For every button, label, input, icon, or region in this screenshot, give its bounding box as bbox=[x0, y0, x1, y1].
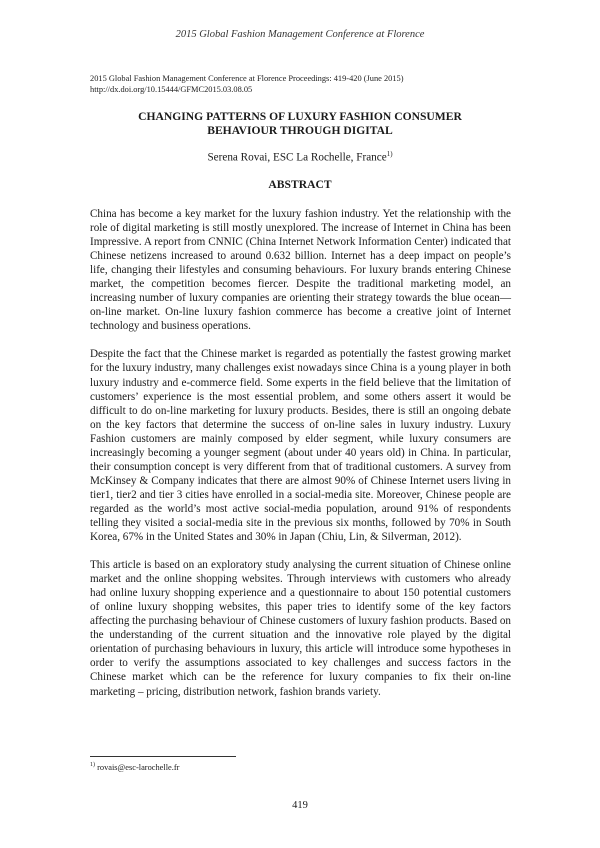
author-footnote-mark: 1) bbox=[386, 150, 393, 158]
title-line-1: CHANGING PATTERNS OF LUXURY FASHION CONSUMER bbox=[138, 110, 462, 123]
doi-link[interactable]: http://dx.doi.org/10.15444/GFMC2015.03.08.05 bbox=[90, 85, 253, 94]
abstract-paragraph-1: China has become a key market for the luxury fashion industry. Yet the relationship with the role of digital marketing is still mostly unexplored. The increase of Internet in China has been Impressive. A report from CNNIC (China Internet Network Information Center) indicated that Chinese netizens increased to around 0.632 billion. Internet has a deep impact on people’s life, changing their lifestyles and consuming behaviours. For luxury brands entering Chinese market, the competition becomes fiercer. Despite the traditional marketing model, an increasing number of luxury companies are orienting their strategy towards the blue ocean—on-line market. On-line luxury fashion commerce has become a creative joint of Internet technology and business operations. bbox=[90, 208, 511, 333]
proceedings-citation: 2015 Global Fashion Management Conference at Florence Proceedings: 419-420 (June 2015) bbox=[90, 74, 404, 83]
abstract-body bbox=[90, 207, 511, 713]
author-name: Serena Rovai, ESC La Rochelle, France bbox=[207, 151, 387, 164]
page-number: 419 bbox=[292, 800, 308, 811]
running-header: 2015 Global Fashion Management Conference at Florence bbox=[175, 29, 425, 40]
abstract-paragraph-3: This article is based on an exploratory study analysing the current situation of Chinese online market and the online shopping websites. Through interviews with customers who already had online luxury shopping experience and a questionnaire to about 150 potential customers of online luxury shopping websites, this paper tries to identify some of the key factors affecting the purchasing behaviour of Chinese customers of luxury fashion products. Based on the understanding of the current situation and the innovative role played by the digital orientation of purchasing behaviours in luxury, this article will introduce some hypotheses in order to verify the assumptions associated to key challenges and success factors in the Chinese market which can be the reference for luxury companies to fix their on-line marketing – pricing, distribution network, fashion brands variety. bbox=[90, 559, 511, 698]
paper-title bbox=[90, 110, 510, 138]
abstract-heading: ABSTRACT bbox=[268, 178, 332, 191]
footnote-mark: 1) bbox=[90, 762, 95, 768]
proceedings-info bbox=[90, 73, 510, 95]
author-line bbox=[90, 150, 510, 164]
footnote-divider bbox=[90, 756, 236, 757]
footnote-email[interactable]: rovais@esc-larochelle.fr bbox=[95, 762, 180, 772]
footnote bbox=[90, 762, 510, 772]
title-line-2: BEHAVIOUR THROUGH DIGITAL bbox=[207, 124, 393, 137]
abstract-paragraph-2: Despite the fact that the Chinese market is regarded as potentially the fastest growing market for the luxury industry, many challenges exist nowadays since China is a young player in both luxury industry and e-commerce field. Some experts in the field believe that the limitation of customers’ experience is the most essential problem, and some others assert it would be difficult to do on-line marketing for luxury products. Besides, there is still an ongoing debate on the key factors that determine the success of on-line sales in luxury industry. Luxury Fashion customers are mainly composed by elder segment, while luxury consumers are increasingly becoming a younger segment (about under 40 years old) in China. In particular, their consumption concept is very different from that of traditional customers. A survey from McKinsey & Company indicates that there are almost 90% of Chinese Internet users living in tier1, tier2 and tier 3 cities have enrolled in a social-media site. Moreover, Chinese people are regarded as the world’s most active social-media population, around 91% of respondents telling they visited a social-media site in the previous six months, followed by 70% in South Korea, 67% in the United States and 30% in Japan (Chiu, Lin, & Silverman, 2012). bbox=[90, 348, 511, 544]
